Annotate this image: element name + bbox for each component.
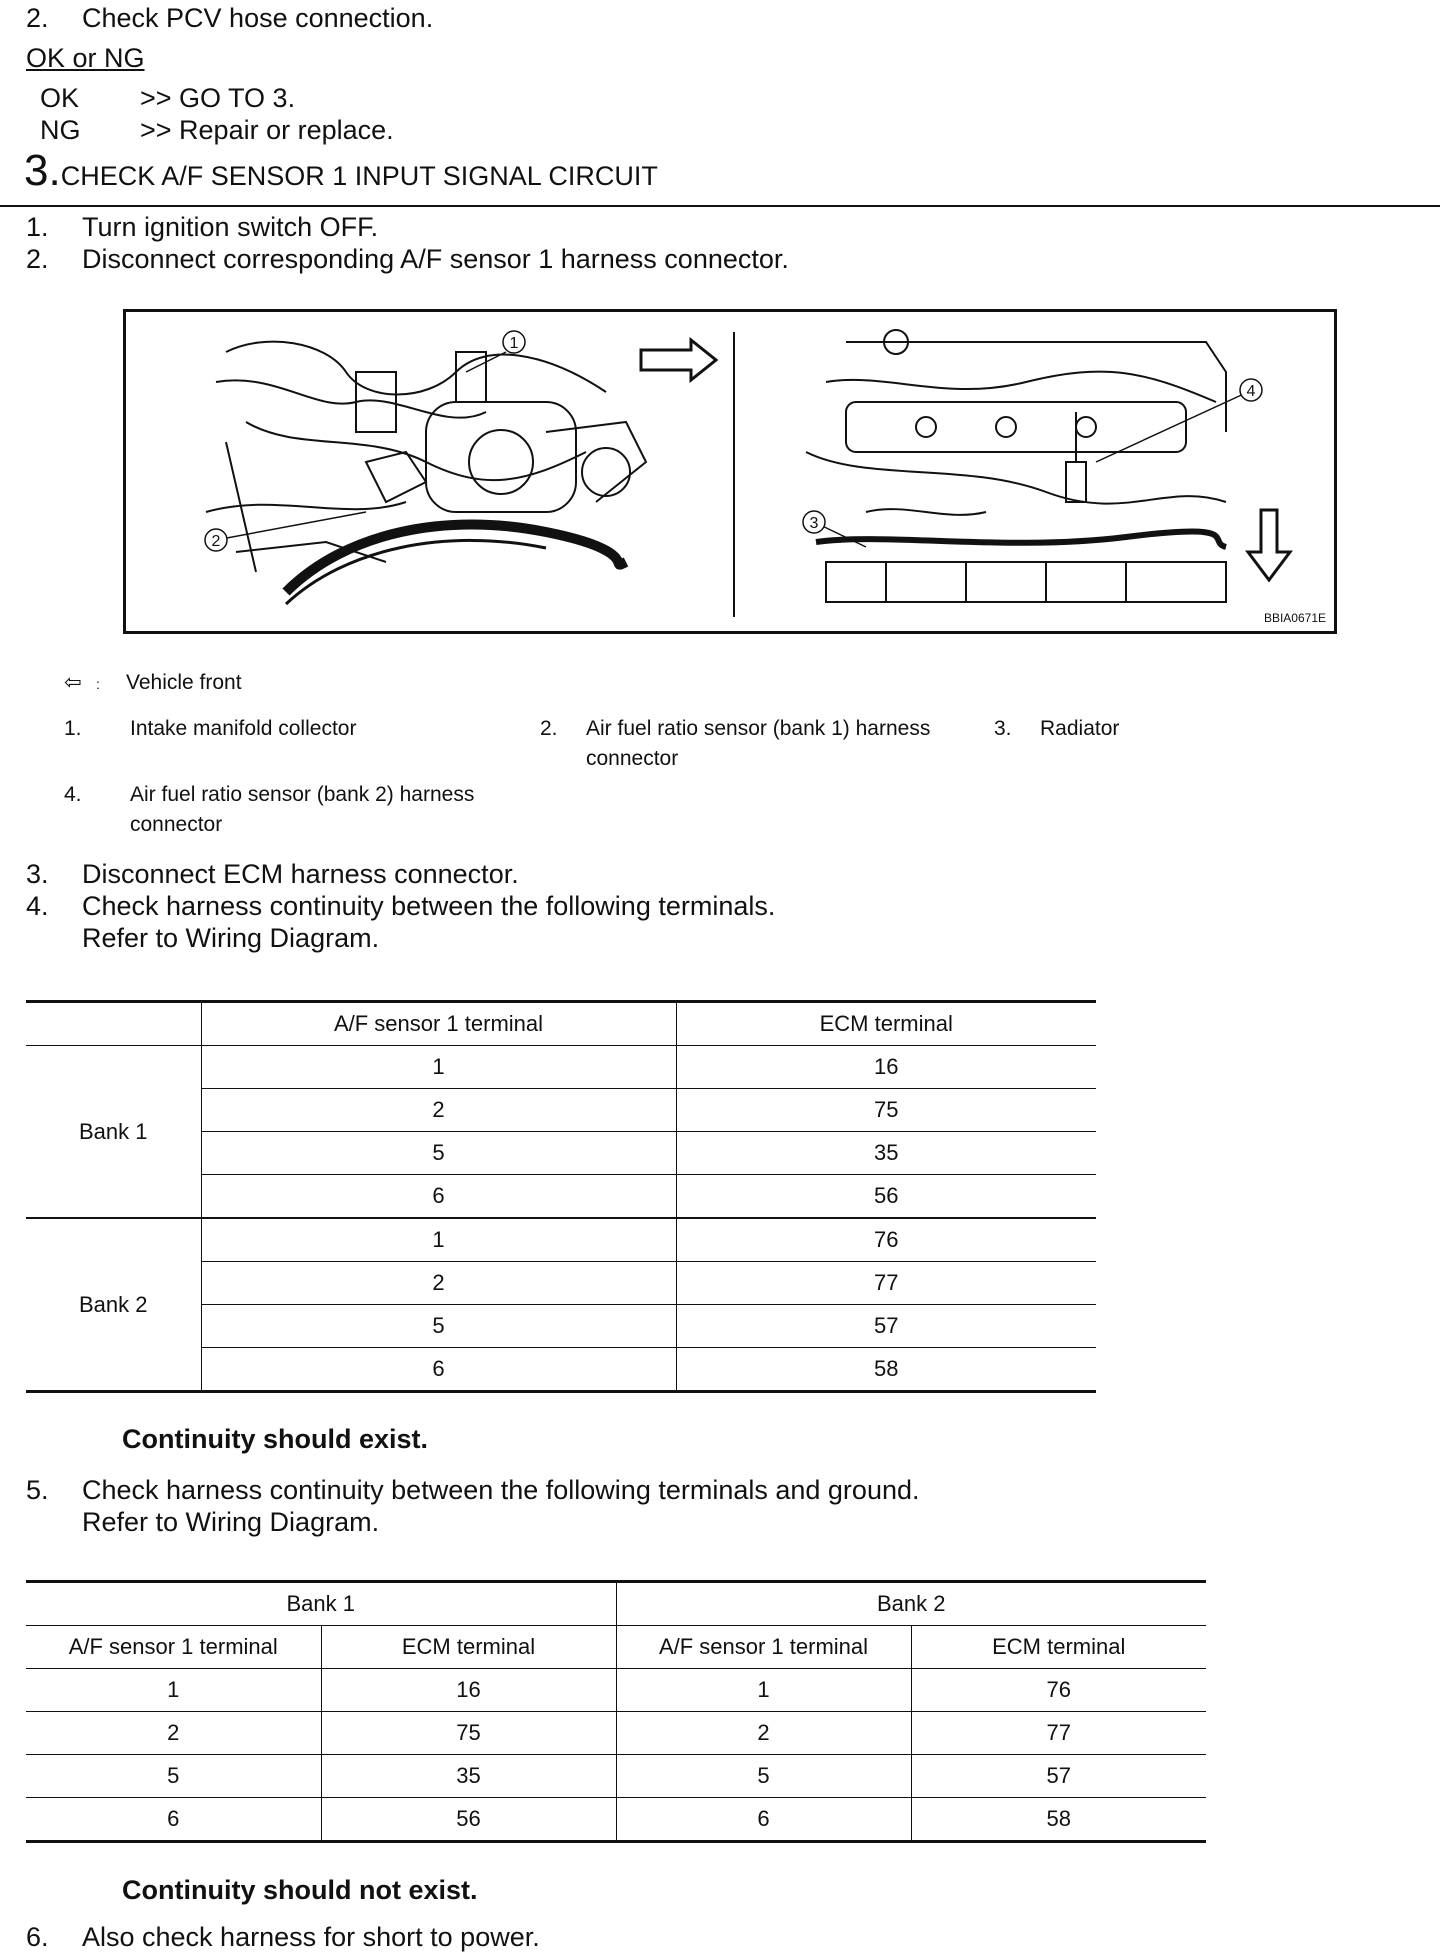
group-bank-2: Bank 2 <box>616 1582 1206 1626</box>
table-header-row: A/F sensor 1 terminal ECM terminal A/F sensor 1 terminal ECM terminal <box>26 1626 1206 1669</box>
engine-figure <box>123 309 1337 634</box>
header-ecm-terminal: ECM terminal <box>676 1002 1096 1046</box>
table-row: 6 56 <box>26 1175 1096 1219</box>
table-row: Bank 1 1 16 <box>26 1046 1096 1089</box>
bank-1-label: Bank 1 <box>26 1046 201 1219</box>
step3-item-6: 6. Also check harness for short to power. <box>26 1922 540 1952</box>
table-row: 5 57 <box>26 1305 1096 1348</box>
heading-rule <box>0 205 1440 207</box>
table-row: 2 75 <box>26 1089 1096 1132</box>
ng-result: NG >> Repair or replace. <box>40 115 394 145</box>
note-continuity-exist: Continuity should exist. <box>122 1424 429 1454</box>
callout-1-label: 1 <box>509 335 519 352</box>
legend-vehicle-front: ⇦ : Vehicle front <box>64 668 242 699</box>
step3-heading: 3.CHECK A/F SENSOR 1 INPUT SIGNAL CIRCUIT <box>24 146 658 195</box>
table-row: 1 16 1 76 <box>26 1669 1206 1712</box>
step2-instruction: 2. Check PCV hose connection. <box>26 3 434 33</box>
table-group-header-row <box>26 1582 1206 1626</box>
step3-item-5-ref: Refer to Wiring Diagram. <box>82 1507 380 1537</box>
legend-item-2: 2. Air fuel ratio sensor (bank 1) harness connector <box>540 717 931 770</box>
callout-2-label: 2 <box>211 533 221 550</box>
ok-ng-heading: OK or NG <box>26 43 145 73</box>
callout-3-label: 3 <box>809 515 819 532</box>
step3-item-5: 5. Check harness continuity between the following terminals and ground. <box>26 1475 920 1505</box>
engine-illustration <box>126 312 1334 631</box>
legend-item-3: 3. Radiator <box>994 717 1120 740</box>
figure-code: BBIA0671E <box>1263 611 1326 625</box>
table-row: 5 35 <box>26 1132 1096 1175</box>
header-af-terminal: A/F sensor 1 terminal <box>201 1002 676 1046</box>
table-row: 5 35 5 57 <box>26 1755 1206 1798</box>
continuity-table <box>26 1000 1096 1393</box>
step3-item-1: 1. Turn ignition switch OFF. <box>26 212 379 242</box>
table-header-row <box>26 1002 1096 1046</box>
table-row: 2 77 <box>26 1262 1096 1305</box>
step3-item-2: 2. Disconnect corresponding A/F sensor 1 harness connector. <box>26 244 789 274</box>
ok-result: OK >> GO TO 3. <box>40 83 296 113</box>
table-row: 6 56 6 58 <box>26 1798 1206 1842</box>
table-row: 2 75 2 77 <box>26 1712 1206 1755</box>
arrow-left-icon: ⇦ <box>64 671 82 694</box>
step3-item-4: 4. Check harness continuity between the following terminals. <box>26 891 776 921</box>
front-arrow-down-icon <box>1248 510 1290 580</box>
ground-continuity-table <box>26 1580 1206 1843</box>
group-bank-1: Bank 1 <box>26 1582 616 1626</box>
callout-4-label: 4 <box>1246 383 1256 400</box>
note-continuity-not-exist: Continuity should not exist. <box>122 1875 478 1905</box>
legend-item-4: 4. Air fuel ratio sensor (bank 2) harness connector <box>64 783 475 836</box>
table-row: 6 58 <box>26 1348 1096 1392</box>
legend-item-1: 1. Intake manifold collector <box>64 717 357 740</box>
step3-item-3: 3. Disconnect ECM harness connector. <box>26 859 519 889</box>
step3-item-4-ref: Refer to Wiring Diagram. <box>82 923 380 953</box>
front-arrow-right-icon <box>641 340 716 380</box>
table-row: Bank 2 1 76 <box>26 1218 1096 1262</box>
bank-2-label: Bank 2 <box>26 1218 201 1392</box>
